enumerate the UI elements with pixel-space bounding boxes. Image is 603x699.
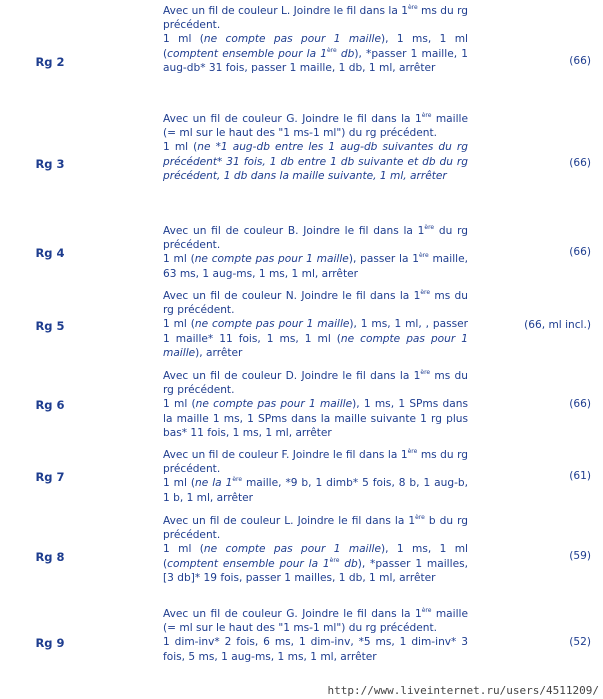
row-instructions: Avec un fil de couleur F. Joindre le fil dans la 1ère ms du rg précédent. 1 ml (ne la 1ère maille, *9 b, 1 dimb* 5 fois, 8 b, 1 aug-b, 1 b, 1 ml, arrêter (163, 448, 468, 504)
stitch-count: (66) (569, 246, 591, 258)
row-instructions: Avec un fil de couleur G. Joindre le fil dans la 1ère maille (= ml sur le haut des "1 ms-1 ml") du rg précédent. 1 ml (ne *1 aug-db entre les 1 aug-db suivantes du rg précédent* 31 fois, 1 db entre 1 db suivante et db du rg précédent, 1 db dans la maille suivante, 1 ml, arrêter (163, 112, 468, 182)
stitch-count: (52) (569, 636, 591, 648)
stitch-count: (66) (569, 157, 591, 169)
row-label: Rg 2 (35, 55, 65, 69)
row-label: Rg 5 (35, 319, 65, 333)
stitch-count: (59) (569, 550, 591, 562)
row-label: Rg 4 (35, 246, 65, 260)
row-label: Rg 3 (35, 157, 65, 171)
row-instructions: Avec un fil de couleur L. Joindre le fil dans la 1ère ms du rg précédent. 1 ml (ne compte pas pour 1 maille), 1 ms, 1 ml (comptent ensemble pour la 1ère db), *passer 1 maille, 1 aug-db* 31 fois, passer 1 maille, 1 db, 1 ml, arrêter (163, 4, 468, 74)
row-label: Rg 9 (35, 636, 65, 650)
stitch-count: (66) (569, 398, 591, 410)
stitch-count: (66, ml incl.) (524, 319, 591, 331)
row-label: Rg 8 (35, 550, 65, 564)
row-instructions: Avec un fil de couleur D. Joindre le fil dans la 1ère ms du rg précédent. 1 ml (ne compte pas pour 1 maille), 1 ms, 1 SPms dans la maille 1 ms, 1 SPms dans la maille suivante 1 rg plus bas* 11 fois, 1 ms, 1 ml, arrêter (163, 369, 468, 439)
row-instructions: Avec un fil de couleur B. Joindre le fil dans la 1ère du rg précédent. 1 ml (ne compte pas pour 1 maille), passer la 1ère maille, 63 ms, 1 aug-ms, 1 ms, 1 ml, arrêter (163, 224, 468, 280)
source-watermark: http://www.liveinternet.ru/users/4511209/ (327, 684, 599, 697)
row-instructions: Avec un fil de couleur G. Joindre le fil dans la 1ère maille (= ml sur le haut des "1 ms-1 ml") du rg précédent. 1 dim-inv* 2 fois, 6 ms, 1 dim-inv, *5 ms, 1 dim-inv* 3 fois, 5 ms, 1 aug-ms, 1 ms, 1 ml, arrêter (163, 607, 468, 663)
stitch-count: (61) (569, 470, 591, 482)
row-instructions: Avec un fil de couleur L. Joindre le fil dans la 1ère b du rg précédent. 1 ml (ne compte pas pour 1 maille), 1 ms, 1 ml (comptent ensemble pour la 1ère db), *passer 1 mailles, [3 db]* 19 fois, passer 1 mailles, 1 db, 1 ml, arrêter (163, 514, 468, 584)
row-label: Rg 6 (35, 398, 65, 412)
row-label: Rg 7 (35, 470, 65, 484)
row-instructions: Avec un fil de couleur N. Joindre le fil dans la 1ère ms du rg précédent. 1 ml (ne compte pas pour 1 maille), 1 ms, 1 ml, , passer 1 maille* 11 fois, 1 ms, 1 ml (ne compte pas pour 1 maille), arrêter (163, 289, 469, 359)
stitch-count: (66) (569, 55, 591, 67)
